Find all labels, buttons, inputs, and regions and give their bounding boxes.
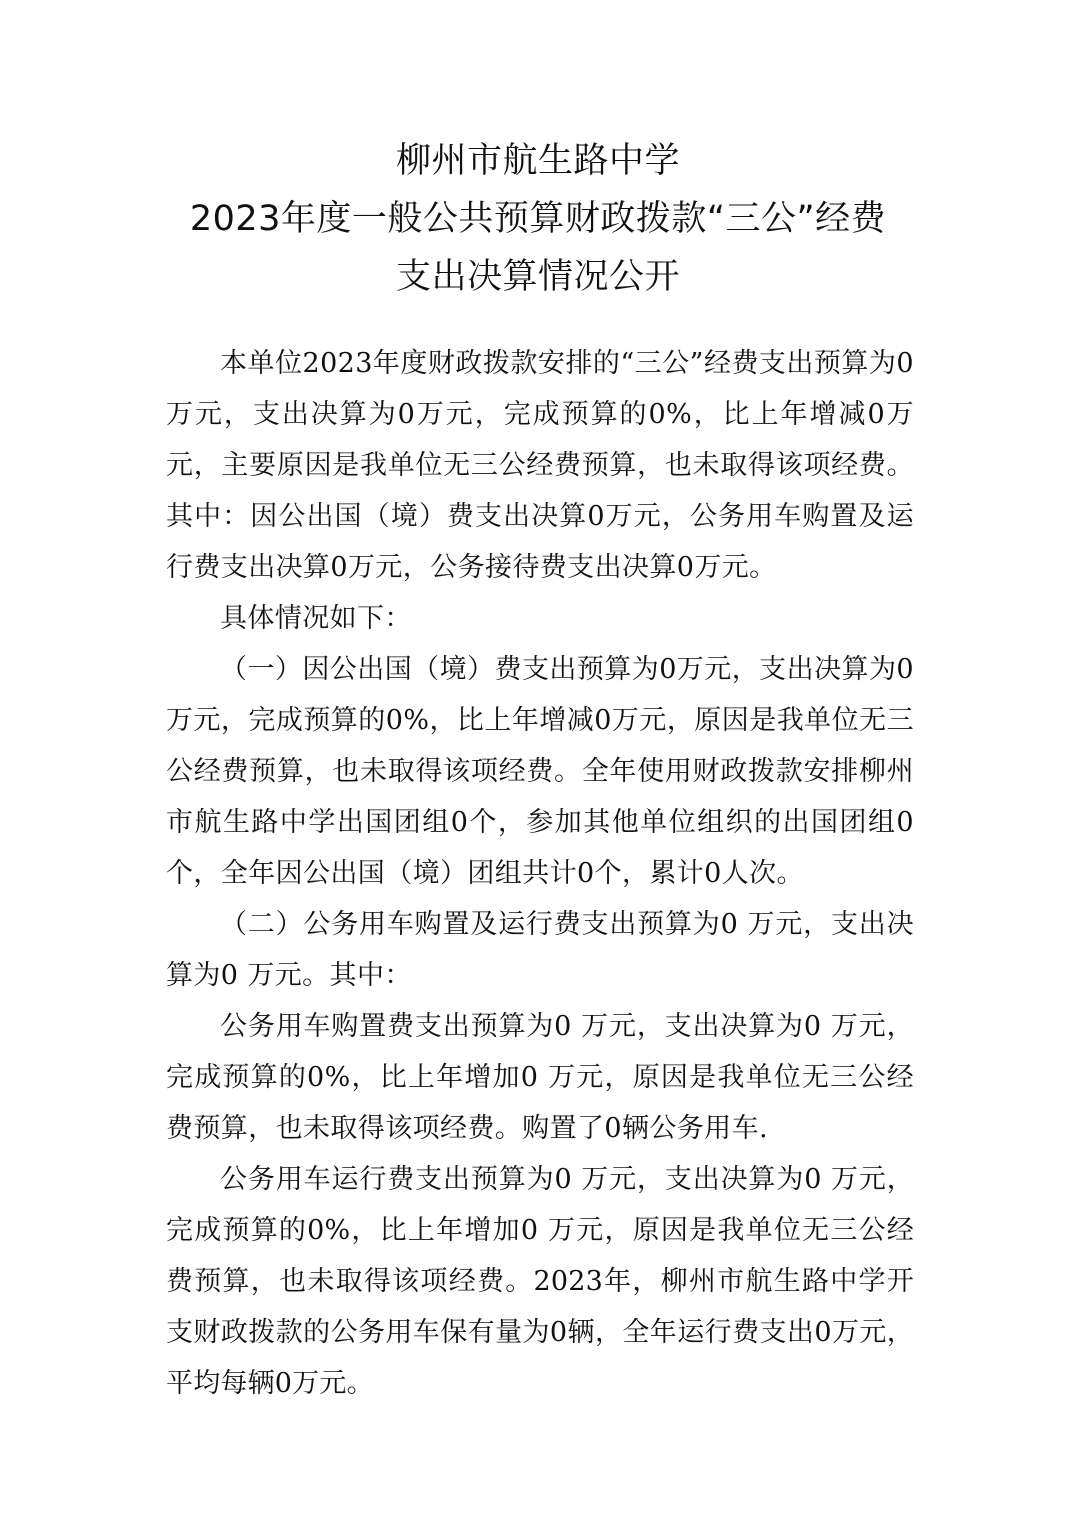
paragraph-overseas-travel: （一）因公出国（境）费支出预算为0万元，支出决算为0万元，完成预算的0%，比上年增减0万元，原因是我单位无三公经费预算，也未取得该项经费。全年使用财政拨款安排柳州市航生路中学出国团组0个，参加其他单位组织的出国团组0个，全年因公出国（境）团组共计0个，累计0人次。 <box>166 654 914 889</box>
paragraph-details-intro: 具体情况如下： <box>220 603 412 634</box>
title-line-year-subject: 2023年度一般公共预算财政拨款“三公”经费 <box>189 199 887 239</box>
paragraph-vehicle-operation: 公务用车运行费支出预算为0 万元，支出决算为0 万元，完成预算的0%，比上年增加0 万元，原因是我单位无三公经费预算，也未取得该项经费。2023年，柳州市航生路中学开支财政拨款的公务用车保有量为0辆，全年运行费支出0万元，平均每辆0万元。 <box>166 1164 914 1399</box>
paragraph-summary: 本单位2023年度财政拨款安排的“三公”经费支出预算为0 万元，支出决算为0万元，完成预算的0%，比上年增减0万元，主要原因是我单位无三公经费预算，也未取得该项经费。其中：因公出国（境）费支出决算0万元，公务用车购置及运行费支出决算0万元，公务接待费支出决算0万元。 <box>166 348 914 583</box>
document-body <box>166 338 914 1409</box>
document-title <box>150 132 926 306</box>
title-line-disclosure: 支出决算情况公开 <box>395 257 680 297</box>
title-line-school: 柳州市航生路中学 <box>395 141 680 181</box>
paragraph-vehicle-purchase: 公务用车购置费支出预算为0 万元，支出决算为0 万元，完成预算的0%，比上年增加0 万元，原因是我单位无三公经费预算，也未取得该项经费。购置了0辆公务用车. <box>166 1011 914 1144</box>
paragraph-vehicle-overview: （二）公务用车购置及运行费支出预算为0 万元，支出决算为0 万元。其中： <box>166 909 914 991</box>
